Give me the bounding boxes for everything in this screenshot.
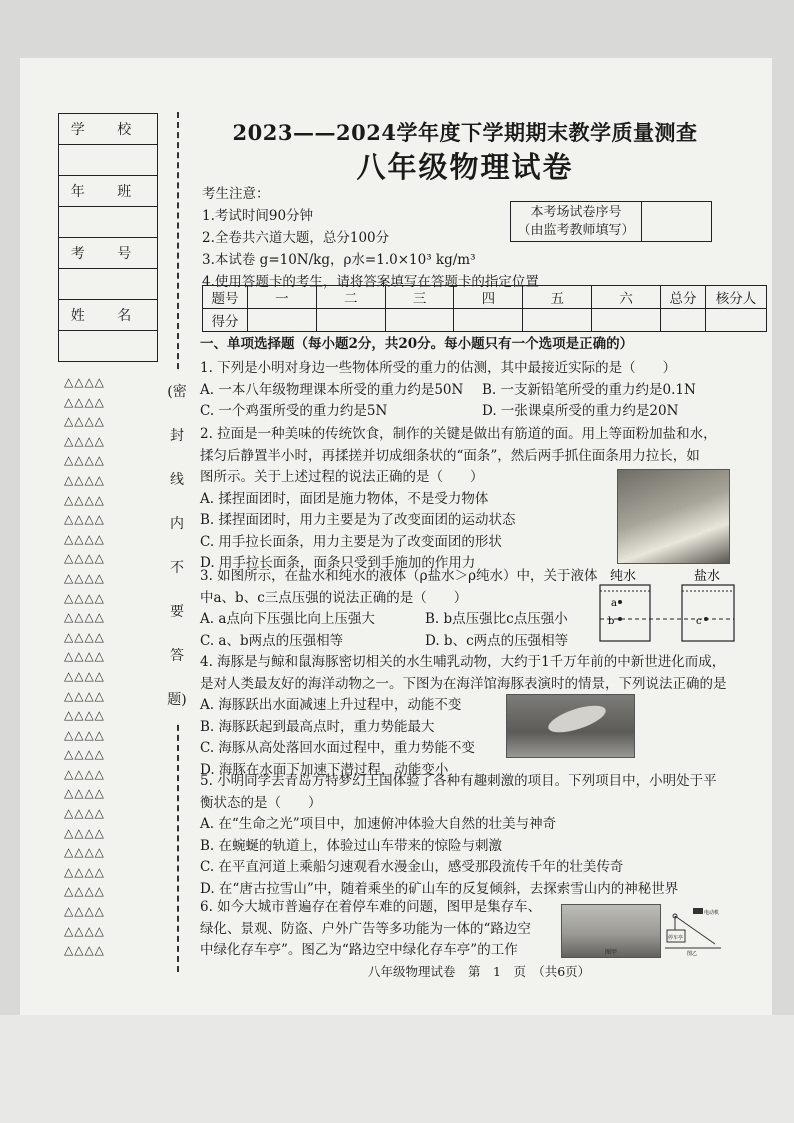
name-label: 姓 名 bbox=[59, 300, 157, 331]
option-c: C. 用手拉长面条，用力主要是为了改变面团的形状 bbox=[200, 533, 502, 550]
exam-title-year: 2023——2024学年度下学期期末教学质量测查 bbox=[232, 120, 698, 145]
pure-water-beaker bbox=[600, 585, 650, 641]
question-3 bbox=[200, 566, 600, 652]
label-a: a bbox=[611, 598, 617, 609]
seat-number-label bbox=[511, 202, 642, 241]
score-cell bbox=[316, 309, 385, 332]
motor bbox=[693, 908, 703, 914]
point-a bbox=[618, 600, 622, 604]
seat-label-line: （由监考教师填写） bbox=[517, 223, 635, 238]
option-row bbox=[200, 380, 760, 402]
option-b: B. 海豚跃起到最高点时，重力势能最大 bbox=[200, 718, 435, 735]
seal-char: 不 bbox=[170, 560, 184, 576]
option-row bbox=[200, 401, 760, 423]
question-1 bbox=[200, 358, 760, 423]
option-a: A. 在“生命之光”项目中，加速俯冲体验大自然的壮美与神奇 bbox=[200, 816, 557, 832]
park-box-label: 停车亭 bbox=[668, 935, 684, 941]
option-b: B. 一支新铅笔所受的重力约是0.1N bbox=[482, 381, 696, 398]
point-b bbox=[618, 617, 622, 621]
option-d: D. 海豚在水面下加速下潜过程，动能变小 bbox=[200, 761, 449, 778]
label-pure-water: 纯水 bbox=[610, 569, 637, 584]
question-stem: 3. 如图所示，在盐水和纯水的液体（ρ盐水＞ρ纯水）中，关于液体 bbox=[200, 568, 598, 584]
score-header-cell: 二 bbox=[316, 286, 385, 309]
option-c: C. a、b两点的压强相等 bbox=[200, 632, 344, 649]
option-c: C. 一个鸡蛋所受的重力约是5N bbox=[200, 403, 388, 419]
dolphin-shape bbox=[545, 700, 608, 738]
number-label: 考 号 bbox=[59, 238, 157, 269]
seal-char: 封 bbox=[170, 428, 184, 444]
score-cell bbox=[248, 309, 317, 332]
question-stem: 1. 下列是小明对身边一些物体所受的重力的估测，其中最接近实际的是（ ） bbox=[200, 360, 677, 376]
school-field bbox=[59, 145, 157, 176]
triangle-seal-pattern: △△△△ △△△△ △△△△ △△△△ △△△△ △△△△ △△△△ △△△△ △△△△ △△△△ △△△△ △△△△ △△△△ △△△△ △△△△ △△△△ △△△△ △△△△ △△△△ △△△△ △△△△ △△△△ △△△△ △△△△ △△△△ △△△△ △△△△ △△△△ △△△△ △△△△ bbox=[64, 375, 105, 958]
notice-line: 4.使用答题卡的考生，请将答案填写在答题卡的指定位置 bbox=[202, 274, 539, 290]
question-stem: 图所示。关于上述过程的说法正确的是（ ） bbox=[200, 469, 484, 485]
option-b: B. b点压强比c点压强小 bbox=[425, 611, 568, 627]
dolphin-photo bbox=[506, 694, 635, 758]
class-field bbox=[59, 207, 157, 238]
option-row bbox=[200, 609, 600, 631]
notice-line: 3.本试卷 g=10N/kg，ρ水=1.0×10³ kg/m³ bbox=[202, 252, 476, 268]
score-cell bbox=[592, 309, 661, 332]
option-a: A. 海豚跃出水面减速上升过程中，动能不变 bbox=[200, 697, 462, 713]
point-c bbox=[704, 617, 708, 621]
scan-margin bbox=[0, 1015, 794, 1123]
score-row-label: 得分 bbox=[203, 309, 248, 332]
question-6 bbox=[200, 897, 570, 962]
score-cell bbox=[454, 309, 523, 332]
notice-line: 2.全卷共六道大题，总分100分 bbox=[202, 230, 390, 246]
question-stem: 是对人类最友好的海洋动物之一。下图为在海洋馆海豚表演时的情景，下列说法正确的是 bbox=[200, 675, 727, 692]
score-header-cell: 六 bbox=[592, 286, 661, 309]
score-cell bbox=[385, 309, 454, 332]
motor-label: 电动机 bbox=[704, 910, 720, 916]
option-a: A. a点向下压强比向上压强大 bbox=[200, 611, 375, 627]
question-stem: 2. 拉面是一种美味的传统饮食，制作的关键是做出有筋道的面。用上等面粉加盐和水， bbox=[200, 426, 717, 442]
score-cell bbox=[523, 309, 592, 332]
question-stem: 衡状态的是（ ） bbox=[200, 794, 322, 811]
seat-number-field[interactable] bbox=[642, 202, 711, 241]
option-a: A. 一本八年级物理课本所受的重力约是50N bbox=[200, 381, 464, 398]
option-a: A. 揉捏面团时，面团是施力物体，不是受力物体 bbox=[200, 490, 489, 507]
parking-mechanism-diagram bbox=[663, 904, 723, 956]
student-info-table bbox=[58, 113, 158, 362]
question-stem: 揉匀后静置半小时，再揉搓并切成细条状的“面条”，然后两手抓住面条用力拉长，如 bbox=[200, 447, 700, 464]
seat-number-box bbox=[510, 201, 712, 242]
option-row bbox=[200, 631, 600, 653]
seal-char: 内 bbox=[170, 516, 184, 532]
notice-line: 1.考试时间90分钟 bbox=[202, 208, 314, 224]
notice-heading: 考生注意： bbox=[202, 186, 270, 202]
question-stem: 5. 小明同学去青岛方特梦幻王国体验了各种有趣刺激的项目。下列项目中，小明处于平 bbox=[200, 773, 717, 789]
score-header-cell: 核分人 bbox=[706, 286, 767, 309]
exam-title-main: 八年级物理试卷 bbox=[356, 150, 574, 184]
seat-label-line: 本考场试卷序号 bbox=[530, 205, 622, 220]
school-label: 学 校 bbox=[59, 114, 157, 145]
score-header-cell: 四 bbox=[454, 286, 523, 309]
class-label: 年 班 bbox=[59, 176, 157, 207]
section-heading: 一、单项选择题（每小题2分，共20分。每小题只有一个选项是正确的） bbox=[200, 336, 634, 352]
noodle-photo bbox=[617, 469, 730, 564]
question-stem: 绿化、景观、防盗、户外广告等多功能为一体的“路边空 bbox=[200, 920, 531, 937]
option-c: C. 海豚从高处落回水面过程中，重力势能不变 bbox=[200, 740, 475, 756]
liquid-pressure-diagram bbox=[598, 567, 738, 645]
question-stem: 中绿化存车亭”。图乙为“路边空中绿化存车亭”的工作 bbox=[200, 942, 518, 958]
option-d: D. 用手拉长面条，面条只受到手施加的作用力 bbox=[200, 555, 476, 571]
question-4 bbox=[200, 652, 765, 781]
score-cell bbox=[661, 309, 706, 332]
seal-char: 要 bbox=[170, 604, 184, 620]
option-c: C. 在平直河道上乘船匀速观看水漫金山，感受那段流传千年的壮美传奇 bbox=[200, 859, 624, 875]
number-field bbox=[59, 269, 157, 300]
option-b: B. 在蜿蜒的轨道上，体验过山车带来的惊险与刺激 bbox=[200, 837, 503, 854]
score-cell bbox=[706, 309, 767, 332]
fig-b-caption: 图乙 bbox=[687, 951, 698, 956]
label-c: c bbox=[696, 616, 702, 627]
score-header-cell: 五 bbox=[523, 286, 592, 309]
option-d: D. 在“唐古拉雪山”中，随着乘坐的矿山车的反复倾斜，去探索雪山内的神秘世界 bbox=[200, 880, 679, 897]
fig-a-caption: 图甲 bbox=[604, 949, 617, 956]
option-d: D. 一张课桌所受的重力约是20N bbox=[482, 403, 679, 419]
name-field bbox=[59, 331, 157, 361]
page-footer: 八年级物理试卷 第 1 页 （共6页） bbox=[368, 964, 591, 979]
seal-char: 题) bbox=[167, 692, 187, 708]
option-b: B. 揉捏面团时，用力主要是为了改变面团的运动状态 bbox=[200, 512, 516, 528]
seal-char: (密 bbox=[167, 384, 187, 400]
label-salt-water: 盐水 bbox=[694, 569, 721, 584]
seal-line-text bbox=[166, 370, 188, 722]
exam-notice bbox=[202, 183, 539, 293]
question-stem: 6. 如今大城市普遍存在着停车难的问题，图甲是集存车、 bbox=[200, 899, 542, 915]
salt-water-beaker bbox=[682, 585, 734, 641]
label-b: b bbox=[608, 616, 615, 627]
question-5 bbox=[200, 771, 765, 900]
parking-photo bbox=[561, 904, 661, 958]
option-d: D. b、c两点的压强相等 bbox=[425, 632, 569, 649]
score-header-cell: 总分 bbox=[661, 286, 706, 309]
question-stem: 中a、b、c三点压强的说法正确的是（ ） bbox=[200, 589, 468, 606]
seal-char: 答 bbox=[170, 648, 184, 664]
score-header-cell: 一 bbox=[248, 286, 317, 309]
question-stem: 4. 海豚是与鲸和鼠海豚密切相关的水生哺乳动物，大约于1千万年前的中新世进化而成， bbox=[200, 654, 726, 670]
score-header-cell: 题号 bbox=[203, 286, 248, 309]
seal-char: 线 bbox=[170, 472, 184, 488]
score-table bbox=[202, 285, 767, 332]
score-header-cell: 三 bbox=[385, 286, 454, 309]
